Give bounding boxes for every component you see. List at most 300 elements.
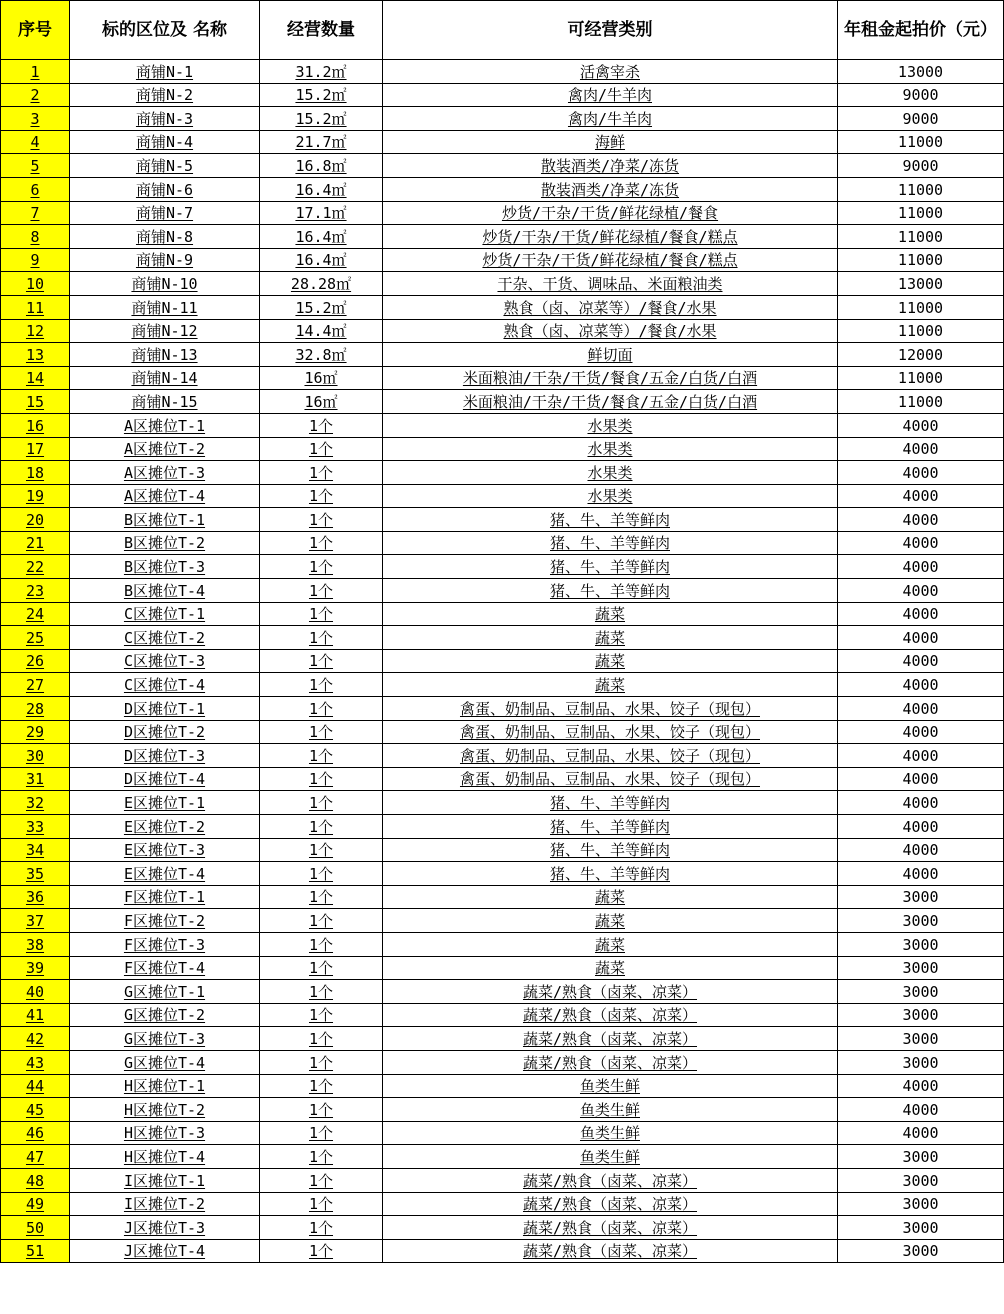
seq-text: 45 bbox=[25, 1100, 45, 1119]
price-cell bbox=[838, 1074, 1004, 1098]
qty-text: 32.8㎡ bbox=[295, 345, 347, 364]
qty-text: 17.1㎡ bbox=[295, 204, 347, 223]
header-seq: 序号 bbox=[1, 1, 70, 60]
qty-text: 1个 bbox=[308, 888, 334, 907]
qty-text: 1个 bbox=[308, 463, 334, 482]
name-text: J区摊位T-3 bbox=[123, 1218, 206, 1237]
price-cell bbox=[838, 862, 1004, 886]
price-text: 4000 bbox=[902, 676, 939, 695]
qty-text: 16㎡ bbox=[304, 369, 338, 388]
category-cell bbox=[383, 649, 838, 673]
category-cell bbox=[383, 225, 838, 249]
price-cell bbox=[838, 201, 1004, 225]
qty-text: 1个 bbox=[308, 841, 334, 860]
seq-cell bbox=[1, 720, 70, 744]
table-row bbox=[1, 744, 1004, 768]
name-cell bbox=[70, 225, 260, 249]
price-cell bbox=[838, 744, 1004, 768]
qty-text: 1个 bbox=[308, 676, 334, 695]
header-name: 标的区位及 名称 bbox=[70, 1, 260, 60]
qty-text: 16.4㎡ bbox=[295, 251, 347, 270]
table-row bbox=[1, 909, 1004, 933]
price-text: 4000 bbox=[902, 510, 939, 529]
seq-cell bbox=[1, 555, 70, 579]
seq-cell bbox=[1, 1003, 70, 1027]
name-cell bbox=[70, 1027, 260, 1051]
seq-text: 23 bbox=[25, 581, 45, 600]
qty-cell bbox=[260, 602, 383, 626]
name-cell bbox=[70, 201, 260, 225]
table-row bbox=[1, 956, 1004, 980]
name-text: A区摊位T-1 bbox=[123, 416, 206, 435]
qty-text: 1个 bbox=[308, 911, 334, 930]
name-text: C区摊位T-2 bbox=[123, 628, 206, 647]
price-text: 9000 bbox=[902, 156, 939, 175]
category-text: 禽蛋、奶制品、豆制品、水果、饺子（现包） bbox=[459, 723, 760, 742]
seq-text: 34 bbox=[25, 841, 45, 860]
price-cell bbox=[838, 791, 1004, 815]
category-cell bbox=[383, 862, 838, 886]
table-row bbox=[1, 791, 1004, 815]
name-cell bbox=[70, 390, 260, 414]
table-row bbox=[1, 1239, 1004, 1263]
table-row bbox=[1, 437, 1004, 461]
price-text: 4000 bbox=[902, 440, 939, 459]
price-text: 4000 bbox=[902, 746, 939, 765]
category-cell bbox=[383, 130, 838, 154]
seq-cell bbox=[1, 697, 70, 721]
qty-text: 16.4㎡ bbox=[295, 180, 347, 199]
name-text: 商铺N-4 bbox=[135, 133, 194, 152]
name-text: E区摊位T-2 bbox=[123, 817, 206, 836]
table-row bbox=[1, 83, 1004, 107]
seq-cell bbox=[1, 767, 70, 791]
seq-text: 37 bbox=[25, 911, 45, 930]
qty-text: 1个 bbox=[308, 959, 334, 978]
category-cell bbox=[383, 980, 838, 1004]
price-text: 4000 bbox=[902, 581, 939, 600]
seq-text: 14 bbox=[25, 369, 45, 388]
table-row bbox=[1, 673, 1004, 697]
price-text: 4000 bbox=[902, 723, 939, 742]
seq-cell bbox=[1, 225, 70, 249]
category-cell bbox=[383, 343, 838, 367]
name-text: 商铺N-9 bbox=[135, 251, 194, 270]
price-text: 3000 bbox=[902, 935, 939, 954]
qty-text: 1个 bbox=[308, 440, 334, 459]
category-text: 蔬菜/熟食（卤菜、凉菜） bbox=[522, 1218, 698, 1237]
category-text: 鱼类生鲜 bbox=[579, 1124, 640, 1143]
category-text: 鲜切面 bbox=[587, 345, 633, 364]
name-text: 商铺N-7 bbox=[135, 204, 194, 223]
name-cell bbox=[70, 862, 260, 886]
name-cell bbox=[70, 1050, 260, 1074]
seq-cell bbox=[1, 1027, 70, 1051]
seq-text: 51 bbox=[25, 1242, 45, 1261]
price-text: 4000 bbox=[902, 841, 939, 860]
category-cell bbox=[383, 83, 838, 107]
seq-cell bbox=[1, 885, 70, 909]
price-text: 9000 bbox=[902, 86, 939, 105]
name-cell bbox=[70, 744, 260, 768]
seq-text: 20 bbox=[25, 510, 45, 529]
qty-text: 16㎡ bbox=[304, 392, 338, 411]
name-cell bbox=[70, 1216, 260, 1240]
table-row bbox=[1, 1168, 1004, 1192]
name-cell bbox=[70, 1145, 260, 1169]
table-row bbox=[1, 1050, 1004, 1074]
category-text: 猪、牛、羊等鲜肉 bbox=[549, 558, 670, 577]
table-row bbox=[1, 177, 1004, 201]
category-cell bbox=[383, 366, 838, 390]
seq-text: 26 bbox=[25, 652, 45, 671]
qty-cell bbox=[260, 437, 383, 461]
name-text: 商铺N-12 bbox=[131, 322, 198, 341]
seq-cell bbox=[1, 437, 70, 461]
seq-cell bbox=[1, 579, 70, 603]
qty-text: 1个 bbox=[308, 1053, 334, 1072]
name-text: C区摊位T-3 bbox=[123, 652, 206, 671]
seq-text: 5 bbox=[30, 156, 40, 175]
name-cell bbox=[70, 319, 260, 343]
name-cell bbox=[70, 531, 260, 555]
table-row bbox=[1, 767, 1004, 791]
header-qty: 经营数量 bbox=[260, 1, 383, 60]
category-cell bbox=[383, 744, 838, 768]
seq-cell bbox=[1, 248, 70, 272]
price-text: 13000 bbox=[897, 62, 944, 81]
name-cell bbox=[70, 838, 260, 862]
name-cell bbox=[70, 626, 260, 650]
name-cell bbox=[70, 767, 260, 791]
price-text: 4000 bbox=[902, 699, 939, 718]
category-text: 蔬菜/熟食（卤菜、凉菜） bbox=[522, 982, 698, 1001]
price-cell bbox=[838, 697, 1004, 721]
price-cell bbox=[838, 390, 1004, 414]
header-row bbox=[1, 1, 1004, 60]
qty-cell bbox=[260, 461, 383, 485]
qty-cell bbox=[260, 177, 383, 201]
seq-text: 43 bbox=[25, 1053, 45, 1072]
seq-text: 40 bbox=[25, 982, 45, 1001]
table-row bbox=[1, 272, 1004, 296]
qty-text: 15.2㎡ bbox=[295, 109, 347, 128]
price-text: 3000 bbox=[902, 1006, 939, 1025]
seq-text: 11 bbox=[25, 298, 45, 317]
qty-cell bbox=[260, 413, 383, 437]
seq-cell bbox=[1, 673, 70, 697]
price-cell bbox=[838, 461, 1004, 485]
qty-text: 1个 bbox=[308, 416, 334, 435]
price-text: 11000 bbox=[897, 392, 944, 411]
category-text: 米面粮油/干杂/干货/餐食/五金/白货/白酒 bbox=[462, 369, 758, 388]
name-cell bbox=[70, 956, 260, 980]
name-cell bbox=[70, 413, 260, 437]
qty-text: 16.8㎡ bbox=[295, 156, 347, 175]
category-cell bbox=[383, 177, 838, 201]
qty-cell bbox=[260, 673, 383, 697]
qty-cell bbox=[260, 343, 383, 367]
category-text: 蔬菜/熟食（卤菜、凉菜） bbox=[522, 1242, 698, 1261]
category-text: 熟食（卤、凉菜等）/餐食/水果 bbox=[503, 298, 717, 317]
price-cell bbox=[838, 1216, 1004, 1240]
seq-text: 33 bbox=[25, 817, 45, 836]
category-cell bbox=[383, 956, 838, 980]
seq-text: 29 bbox=[25, 723, 45, 742]
name-cell bbox=[70, 885, 260, 909]
qty-text: 1个 bbox=[308, 581, 334, 600]
category-cell bbox=[383, 60, 838, 84]
table-body bbox=[1, 60, 1004, 1263]
qty-text: 31.2㎡ bbox=[295, 62, 347, 81]
name-cell bbox=[70, 295, 260, 319]
seq-cell bbox=[1, 791, 70, 815]
price-cell bbox=[838, 909, 1004, 933]
category-cell bbox=[383, 1192, 838, 1216]
category-text: 蔬菜 bbox=[594, 888, 625, 907]
name-text: 商铺N-11 bbox=[131, 298, 198, 317]
category-text: 蔬菜/熟食（卤菜、凉菜） bbox=[522, 1006, 698, 1025]
name-text: G区摊位T-3 bbox=[123, 1029, 206, 1048]
seq-text: 50 bbox=[25, 1218, 45, 1237]
price-text: 4000 bbox=[902, 770, 939, 789]
price-text: 4000 bbox=[902, 794, 939, 812]
seq-text: 17 bbox=[25, 440, 45, 459]
name-text: E区摊位T-4 bbox=[123, 864, 206, 883]
category-text: 海鲜 bbox=[594, 133, 625, 152]
table-row bbox=[1, 1003, 1004, 1027]
table-row bbox=[1, 1216, 1004, 1240]
qty-cell bbox=[260, 225, 383, 249]
category-cell bbox=[383, 461, 838, 485]
category-text: 散装酒类/净菜/冻货 bbox=[540, 156, 680, 175]
price-cell bbox=[838, 130, 1004, 154]
category-text: 猪、牛、羊等鲜肉 bbox=[549, 841, 670, 860]
price-cell bbox=[838, 815, 1004, 839]
seq-text: 18 bbox=[25, 463, 45, 482]
qty-text: 1个 bbox=[308, 1029, 334, 1048]
qty-text: 1个 bbox=[308, 746, 334, 765]
category-text: 蔬菜 bbox=[594, 676, 625, 695]
seq-text: 46 bbox=[25, 1124, 45, 1143]
category-cell bbox=[383, 720, 838, 744]
seq-cell bbox=[1, 1121, 70, 1145]
category-text: 水果类 bbox=[587, 440, 633, 459]
category-cell bbox=[383, 1121, 838, 1145]
category-text: 鱼类生鲜 bbox=[579, 1147, 640, 1166]
name-text: 商铺N-1 bbox=[135, 62, 194, 81]
seq-cell bbox=[1, 531, 70, 555]
seq-cell bbox=[1, 1098, 70, 1122]
price-cell bbox=[838, 980, 1004, 1004]
name-text: 商铺N-8 bbox=[135, 227, 194, 246]
qty-cell bbox=[260, 555, 383, 579]
qty-cell bbox=[260, 154, 383, 178]
seq-text: 10 bbox=[25, 274, 45, 293]
category-text: 猪、牛、羊等鲜肉 bbox=[549, 794, 670, 812]
category-cell bbox=[383, 1098, 838, 1122]
seq-text: 32 bbox=[25, 794, 45, 812]
category-text: 禽蛋、奶制品、豆制品、水果、饺子（现包） bbox=[459, 699, 760, 718]
table-row bbox=[1, 295, 1004, 319]
price-text: 11000 bbox=[897, 180, 944, 199]
qty-text: 1个 bbox=[308, 510, 334, 529]
price-cell bbox=[838, 649, 1004, 673]
category-text: 蔬菜/熟食（卤菜、凉菜） bbox=[522, 1053, 698, 1072]
price-cell bbox=[838, 1192, 1004, 1216]
table-row bbox=[1, 1121, 1004, 1145]
seq-text: 41 bbox=[25, 1006, 45, 1025]
name-cell bbox=[70, 508, 260, 532]
qty-text: 1个 bbox=[308, 628, 334, 647]
category-text: 禽肉/牛羊肉 bbox=[567, 86, 653, 105]
name-cell bbox=[70, 649, 260, 673]
seq-cell bbox=[1, 626, 70, 650]
qty-cell bbox=[260, 484, 383, 508]
qty-cell bbox=[260, 1074, 383, 1098]
name-text: 商铺N-13 bbox=[131, 345, 198, 364]
qty-cell bbox=[260, 508, 383, 532]
qty-text: 1个 bbox=[308, 817, 334, 836]
category-text: 蔬菜/熟食（卤菜、凉菜） bbox=[522, 1195, 698, 1214]
seq-cell bbox=[1, 83, 70, 107]
price-cell bbox=[838, 626, 1004, 650]
qty-cell bbox=[260, 956, 383, 980]
name-cell bbox=[70, 932, 260, 956]
name-cell bbox=[70, 484, 260, 508]
seq-text: 1 bbox=[30, 62, 40, 81]
qty-text: 1个 bbox=[308, 558, 334, 577]
name-text: G区摊位T-1 bbox=[123, 982, 206, 1001]
seq-text: 21 bbox=[25, 534, 45, 553]
name-text: H区摊位T-1 bbox=[123, 1077, 206, 1096]
table-row bbox=[1, 154, 1004, 178]
price-cell bbox=[838, 720, 1004, 744]
name-cell bbox=[70, 154, 260, 178]
category-cell bbox=[383, 1050, 838, 1074]
qty-cell bbox=[260, 201, 383, 225]
seq-cell bbox=[1, 838, 70, 862]
table-row bbox=[1, 1145, 1004, 1169]
table-row bbox=[1, 484, 1004, 508]
category-cell bbox=[383, 555, 838, 579]
price-cell bbox=[838, 225, 1004, 249]
qty-cell bbox=[260, 791, 383, 815]
price-cell bbox=[838, 248, 1004, 272]
seq-cell bbox=[1, 932, 70, 956]
price-text: 4000 bbox=[902, 463, 939, 482]
table-row bbox=[1, 932, 1004, 956]
table-row bbox=[1, 1074, 1004, 1098]
name-text: H区摊位T-3 bbox=[123, 1124, 206, 1143]
price-cell bbox=[838, 413, 1004, 437]
category-text: 鱼类生鲜 bbox=[579, 1100, 640, 1119]
price-text: 11000 bbox=[897, 298, 944, 317]
qty-text: 1个 bbox=[308, 864, 334, 883]
table-row bbox=[1, 225, 1004, 249]
price-text: 9000 bbox=[902, 109, 939, 128]
name-cell bbox=[70, 343, 260, 367]
price-text: 3000 bbox=[902, 1053, 939, 1072]
table-row bbox=[1, 531, 1004, 555]
seq-cell bbox=[1, 272, 70, 296]
name-text: A区摊位T-2 bbox=[123, 440, 206, 459]
seq-cell bbox=[1, 815, 70, 839]
header-category: 可经营类别 bbox=[383, 1, 838, 60]
price-cell bbox=[838, 885, 1004, 909]
seq-text: 6 bbox=[30, 180, 40, 199]
qty-cell bbox=[260, 579, 383, 603]
qty-cell bbox=[260, 1003, 383, 1027]
table-row bbox=[1, 366, 1004, 390]
price-cell bbox=[838, 508, 1004, 532]
seq-cell bbox=[1, 413, 70, 437]
table-row bbox=[1, 626, 1004, 650]
seq-text: 16 bbox=[25, 416, 45, 435]
name-text: E区摊位T-1 bbox=[123, 794, 206, 812]
seq-cell bbox=[1, 1050, 70, 1074]
price-text: 4000 bbox=[902, 628, 939, 647]
table-row bbox=[1, 201, 1004, 225]
category-cell bbox=[383, 1145, 838, 1169]
table-row bbox=[1, 862, 1004, 886]
price-text: 3000 bbox=[902, 1218, 939, 1237]
qty-cell bbox=[260, 744, 383, 768]
seq-text: 35 bbox=[25, 864, 45, 883]
price-text: 4000 bbox=[902, 534, 939, 553]
seq-text: 49 bbox=[25, 1195, 45, 1214]
seq-cell bbox=[1, 60, 70, 84]
qty-text: 1个 bbox=[308, 1077, 334, 1096]
price-text: 3000 bbox=[902, 1029, 939, 1048]
price-text: 12000 bbox=[897, 345, 944, 364]
price-cell bbox=[838, 484, 1004, 508]
name-cell bbox=[70, 248, 260, 272]
category-text: 炒货/干杂/干货/鲜花绿植/餐食 bbox=[501, 204, 719, 223]
category-cell bbox=[383, 767, 838, 791]
name-text: B区摊位T-2 bbox=[123, 534, 206, 553]
qty-cell bbox=[260, 980, 383, 1004]
seq-cell bbox=[1, 956, 70, 980]
category-text: 蔬菜 bbox=[594, 959, 625, 978]
table-row bbox=[1, 555, 1004, 579]
seq-cell bbox=[1, 602, 70, 626]
qty-text: 14.4㎡ bbox=[295, 322, 347, 341]
category-cell bbox=[383, 107, 838, 131]
table-row bbox=[1, 579, 1004, 603]
qty-cell bbox=[260, 531, 383, 555]
price-cell bbox=[838, 60, 1004, 84]
category-text: 蔬菜 bbox=[594, 605, 625, 624]
name-cell bbox=[70, 980, 260, 1004]
category-text: 禽肉/牛羊肉 bbox=[567, 109, 653, 128]
table-row bbox=[1, 107, 1004, 131]
category-cell bbox=[383, 508, 838, 532]
name-cell bbox=[70, 437, 260, 461]
qty-cell bbox=[260, 1192, 383, 1216]
price-text: 11000 bbox=[897, 369, 944, 388]
category-cell bbox=[383, 791, 838, 815]
category-cell bbox=[383, 531, 838, 555]
qty-cell bbox=[260, 838, 383, 862]
name-text: I区摊位T-2 bbox=[123, 1195, 206, 1214]
name-text: B区摊位T-3 bbox=[123, 558, 206, 577]
seq-text: 12 bbox=[25, 322, 45, 341]
name-cell bbox=[70, 272, 260, 296]
price-cell bbox=[838, 673, 1004, 697]
qty-cell bbox=[260, 1168, 383, 1192]
price-text: 4000 bbox=[902, 487, 939, 506]
